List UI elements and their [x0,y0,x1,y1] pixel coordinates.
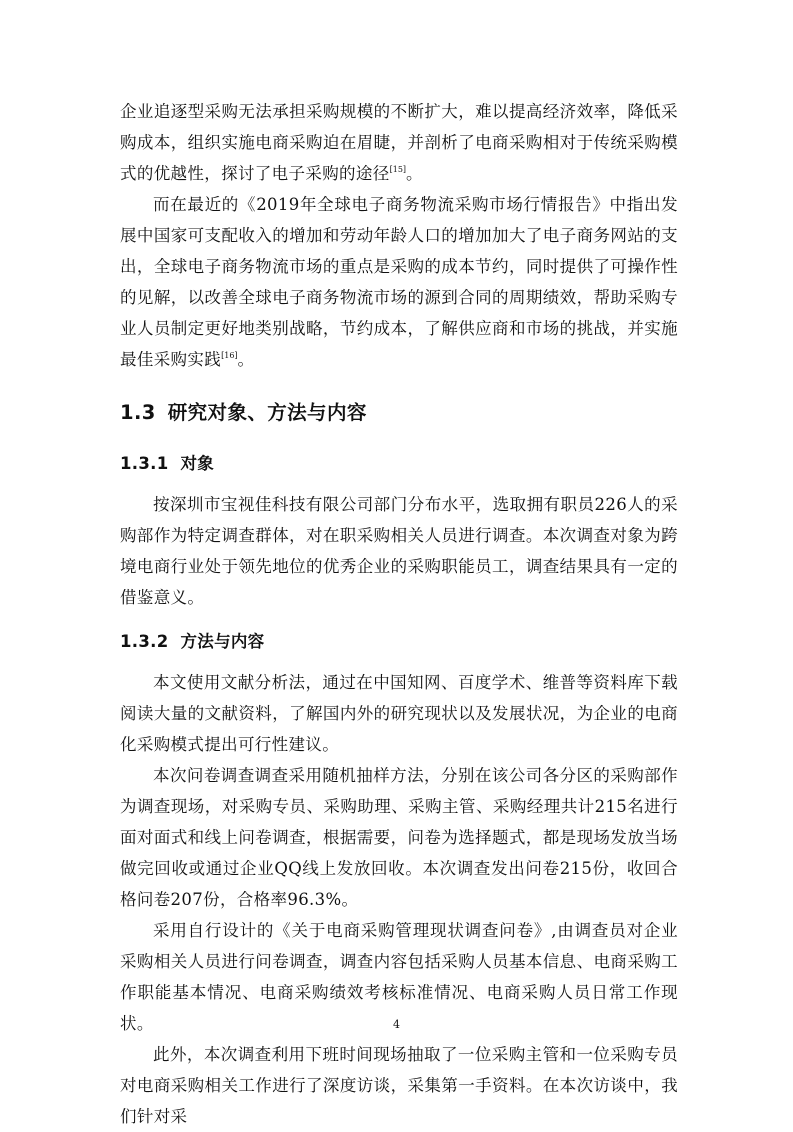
paragraph: 按深圳市宝视佳科技有限公司部门分布水平，选取拥有职员226人的采购部作为特定调查群体，对在职采购相关人员进行调查。本次调查对象为跨境电商行业处于领先地位的优秀企业的采购职能员工，调查结果具有一定的借鉴意义。 [120,495,678,607]
page-number: 4 [393,1018,400,1031]
page-body [120,96,678,1132]
subsection-heading [120,445,678,483]
citation-marker: [16] [221,351,238,360]
citation-marker: [15] [389,165,407,174]
paragraph [120,189,678,375]
paragraph-text: 而在最近的《2019年全球电子商务物流采购市场行情报告》中指出发展中国家可支配收入的增加和劳动年龄人口的增加加大了电子商务网站的支出，全球电子商务物流市场的重点是采购的成本节约，同时提供了可操作性的见解，以改善全球电子商务物流市场的源到合同的周期绩效，帮助采购专业人员制定更好地类别战略，节约成本，了解供应商和市场的挑战，并实施最佳采购实践 [120,195,678,369]
section-heading [120,391,678,435]
paragraph-text: 企业追逐型采购无法承担采购规模的不断扩大，难以提高经济效率，降低采购成本，组织实施电商采购迫在眉睫，并剖析了电商采购相对于传统采购模式的优越性，探讨了电子采购的途径 [120,102,678,183]
paragraph-end: 。 [237,350,255,369]
paragraph: 本次问卷调查调查采用随机抽样方法，分别在该公司各分区的采购部作为调查现场，对采购专员、采购助理、采购主管、采购经理共计215名进行面对面式和线上问卷调查，根据需要，问卷为选择题式，都是现场发放当场做完回收或通过企业QQ线上发放回收。本次调查发出问卷215份，收回合格问卷207份，合格率96.3%。 [120,766,678,909]
section-title: 研究对象、方法与内容 [167,401,367,424]
subsection-heading [120,623,678,661]
section-number: 1.3 [120,401,156,424]
paragraph-end: 。 [406,164,423,183]
paragraph: 采用自行设计的《关于电商采购管理现状调查问卷》,由调查员对企业采购相关人员进行问卷调查，调查内容包括采购人员基本信息、电商采购工作职能基本情况、电商采购绩效考核标准情况、电商采购人员日常工作现状。 [120,921,678,1033]
paragraph: 此外，本次调查利用下班时间现场抽取了一位采购主管和一位采购专员对电商采购相关工作进行了深度访谈，采集第一手资料。在本次访谈中，我们针对采 [120,1045,678,1126]
paragraph: 本文使用文献分析法，通过在中国知网、百度学术、维普等资料库下载阅读大量的文献资料，了解国内外的研究现状以及发展状况，为企业的电商化采购模式提出可行性建议。 [120,673,678,754]
subsection-title: 对象 [180,454,215,473]
subsection-title: 方法与内容 [180,632,265,651]
paragraph [120,96,678,189]
subsection-number: 1.3.1 [120,454,169,473]
subsection-number: 1.3.2 [120,632,169,651]
